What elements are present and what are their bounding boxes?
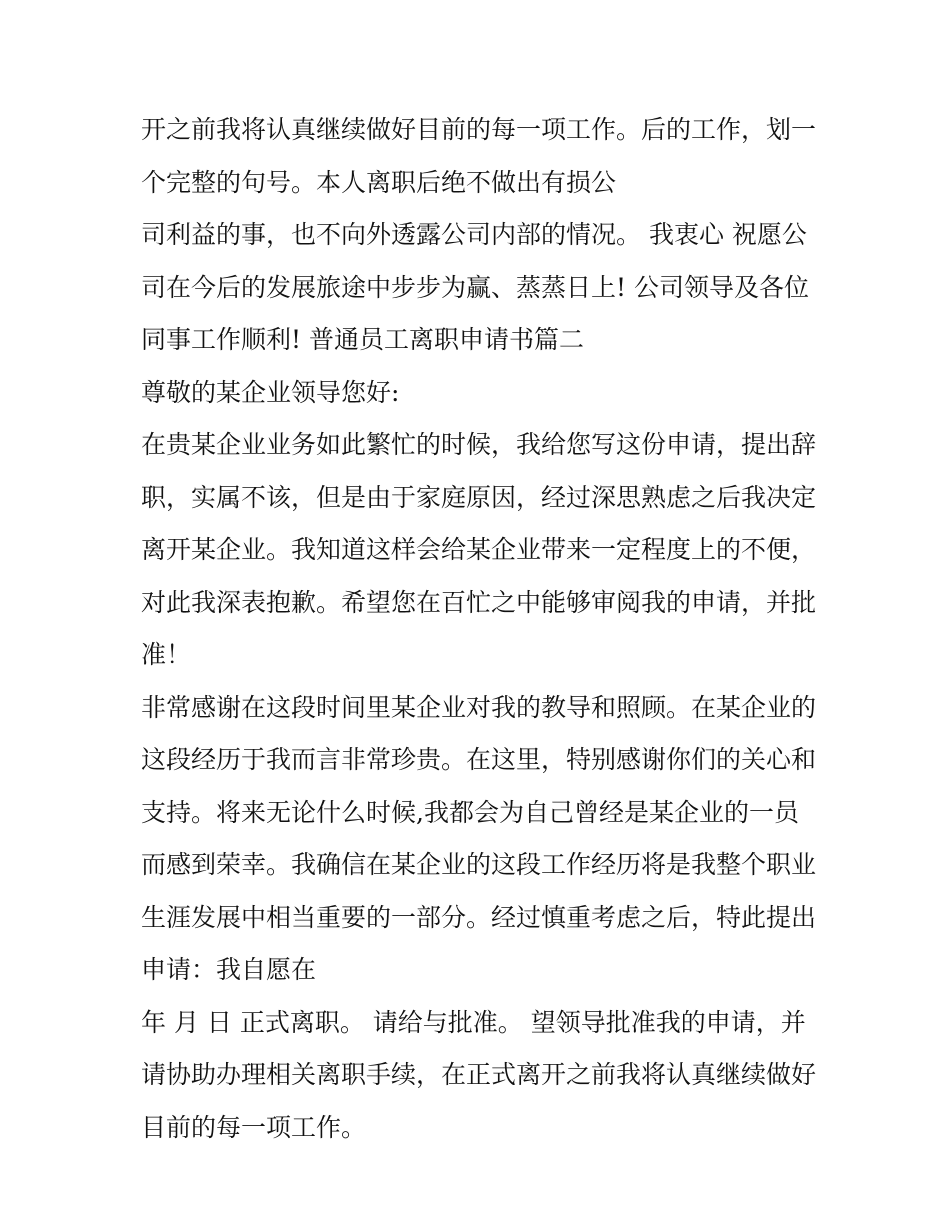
text-line: 支持。将来无论什么时候,我都会为自己曾经是某企业的一员	[141, 797, 799, 827]
body-text	[141, 104, 821, 1154]
salutation: 尊敬的某企业领导您好:	[141, 377, 400, 407]
text-line: 在贵某企业业务如此繁忙的时候，我给您写这份申请，提出辞	[141, 430, 817, 459]
text-line: 年 月 日 正式离职。 请给与批准。 望领导批准我的申请，并	[141, 1007, 806, 1037]
text-line: 请协助办理相关离职手续，在正式离开之前我将认真继续做好	[141, 1060, 817, 1089]
text-line: 离开某企业。我知道这样会给某企业带来一定程度上的不便，	[141, 535, 817, 564]
text-line: 生涯发展中相当重要的一部分。经过慎重考虑之后，特此提出	[141, 902, 817, 932]
text-line: 司利益的事，也不向外透露公司内部的情况。 我衷心 祝愿公	[141, 220, 807, 249]
text-line: 这段经历于我而言非常珍贵。在这里，特别感谢你们的关心和	[141, 745, 817, 774]
text-line: 开之前我将认真继续做好目前的每一项工作。后的工作，划一	[141, 115, 817, 144]
text-line: 同事工作顺利! 普通员工离职申请书篇二	[141, 325, 584, 354]
text-line: 职，实属不该，但是由于家庭原因，经过深思熟虑之后我决定	[141, 482, 817, 512]
text-line: 而感到荣幸。我确信在某企业的这段工作经历将是我整个职业	[141, 850, 817, 879]
text-line: 对此我深表抱歉。希望您在百忙之中能够审阅我的申请，并批	[141, 587, 817, 617]
text-line: 非常感谢在这段时间里某企业对我的教导和照顾。在某企业的	[141, 692, 817, 722]
text-line: 申请：我自愿在	[141, 955, 317, 984]
text-line: 司在今后的发展旅途中步步为赢、蒸蒸日上! 公司领导及各位	[141, 272, 809, 302]
text-line: 个完整的句号。本人离职后绝不做出有损公	[141, 167, 617, 197]
text-line: 目前的每一项工作。	[141, 1112, 367, 1142]
text-line: 准！	[141, 640, 192, 669]
